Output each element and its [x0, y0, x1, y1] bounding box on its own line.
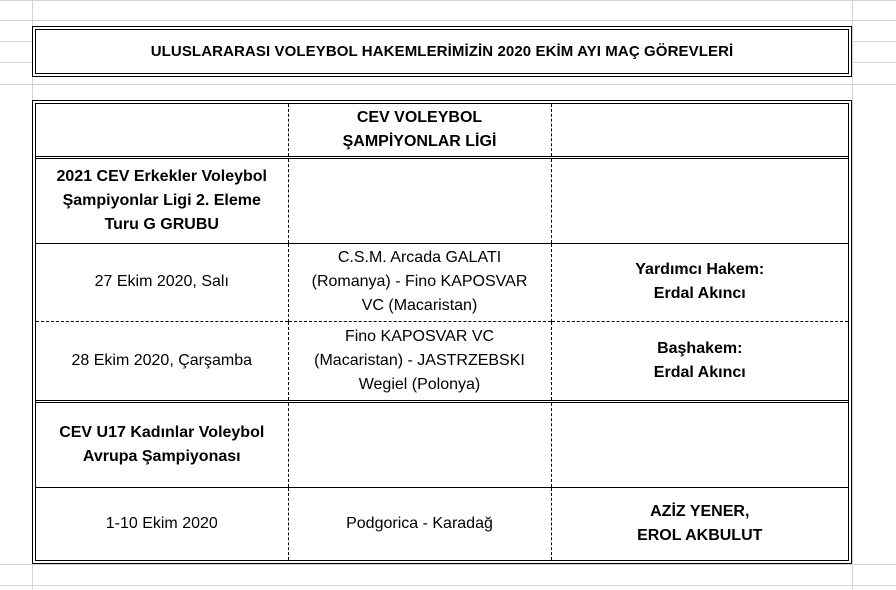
assignments-table	[36, 104, 848, 560]
header-competition: CEV VOLEYBOL ŞAMPİYONLAR LİGİ	[288, 104, 551, 157]
section-heading-row	[36, 401, 848, 487]
table-header-row	[36, 104, 848, 157]
match-date: 1-10 Ekim 2020	[36, 487, 288, 560]
table-row	[36, 243, 848, 321]
match-teams: Podgorica - Karadağ	[288, 487, 551, 560]
section-heading: CEV U17 Kadınlar Voleybol Avrupa Şampiyonası	[36, 401, 288, 487]
match-date: 27 Ekim 2020, Salı	[36, 243, 288, 321]
assignments-table-box	[32, 100, 852, 564]
table-row	[36, 487, 848, 560]
title-box	[32, 26, 852, 77]
page-title: ULUSLARARASI VOLEYBOL HAKEMLERİMİZİN 2020 EKİM AYI MAÇ GÖREVLERİ	[35, 29, 849, 74]
header-col3	[551, 104, 848, 157]
section-heading: 2021 CEV Erkekler Voleybol Şampiyonlar Ligi 2. Eleme Turu G GRUBU	[36, 157, 288, 243]
section-heading-row	[36, 157, 848, 243]
table-row	[36, 321, 848, 401]
referee-role: Başhakem: Erdal Akıncı	[551, 321, 848, 401]
match-teams: Fino KAPOSVAR VC (Macaristan) - JASTRZEBSKI Wegiel (Polonya)	[288, 321, 551, 401]
match-date: 28 Ekim 2020, Çarşamba	[36, 321, 288, 401]
referee-role: AZİZ YENER, EROL AKBULUT	[551, 487, 848, 560]
match-teams: C.S.M. Arcada GALATI (Romanya) - Fino KAPOSVAR VC (Macaristan)	[288, 243, 551, 321]
header-col1	[36, 104, 288, 157]
referee-role: Yardımcı Hakem: Erdal Akıncı	[551, 243, 848, 321]
